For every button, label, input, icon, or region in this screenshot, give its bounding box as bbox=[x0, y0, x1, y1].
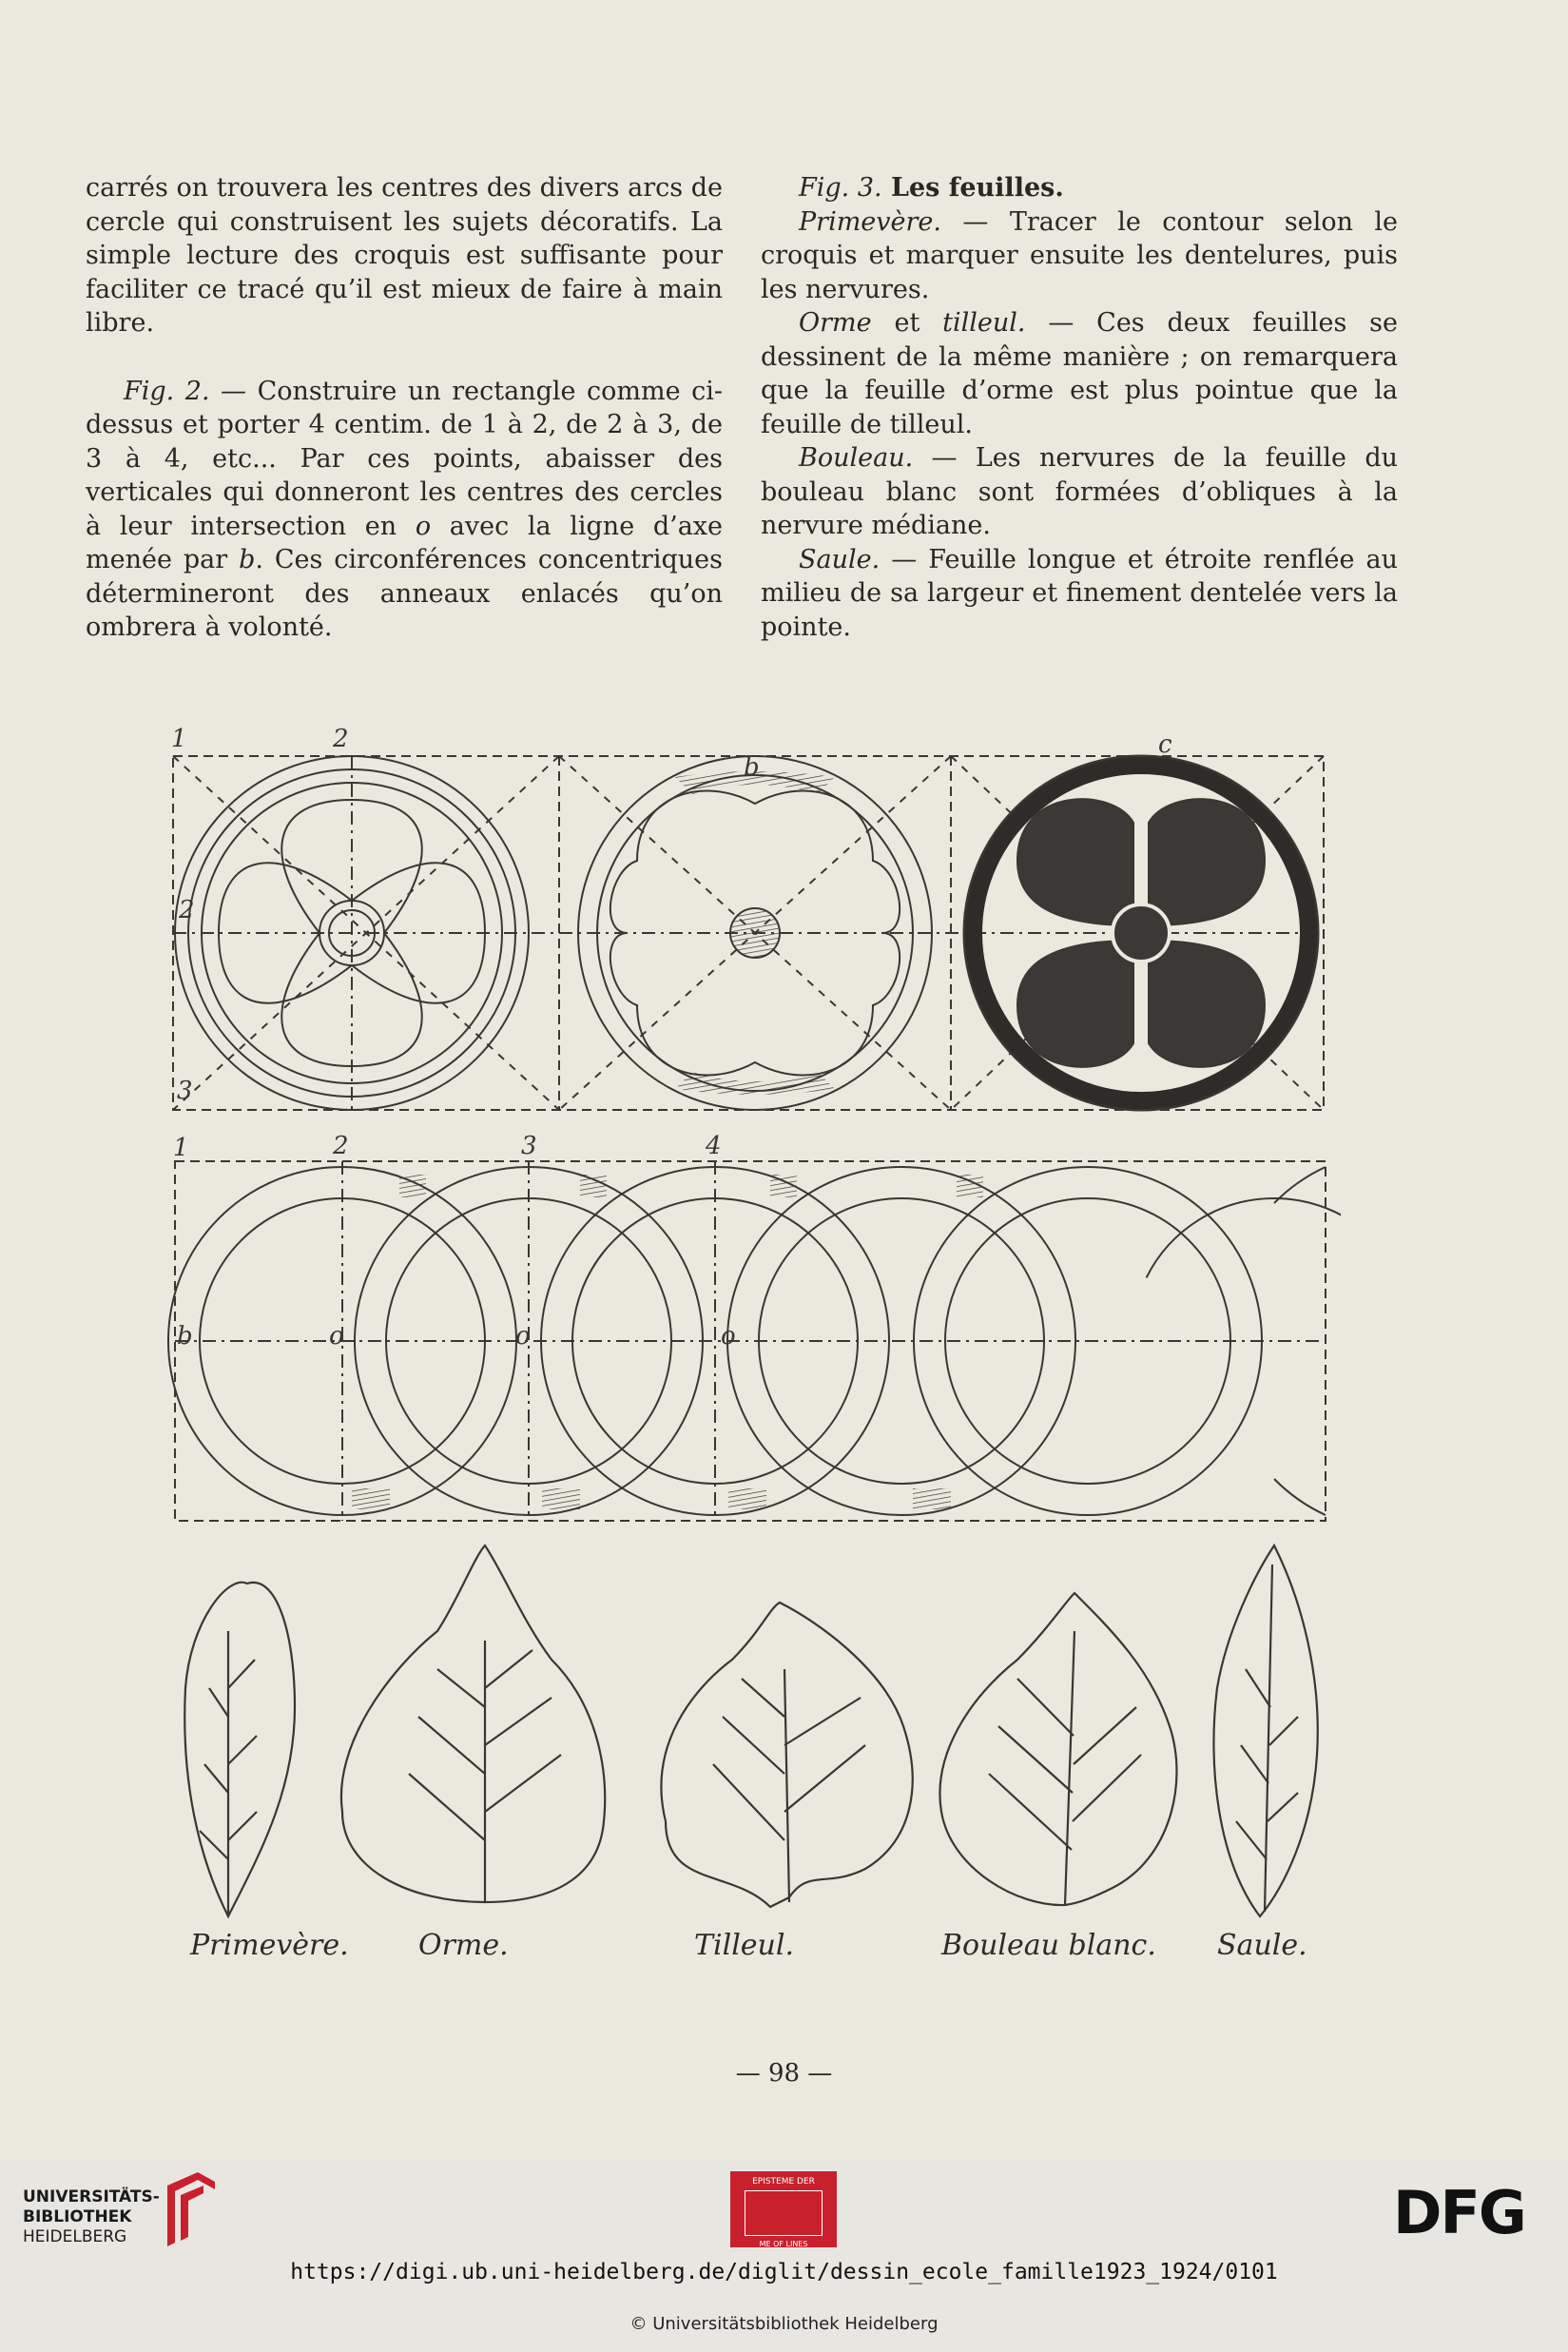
rings-row bbox=[168, 1161, 1341, 1521]
ring-label-3: 3 bbox=[521, 1132, 537, 1160]
right-text-column bbox=[761, 171, 1398, 644]
dfg-logo[interactable]: DFG bbox=[1393, 2178, 1525, 2247]
leaf-bouleau bbox=[939, 1593, 1176, 1905]
ring-label-o2: o bbox=[515, 1322, 531, 1351]
ring-label-o1: o bbox=[329, 1322, 344, 1351]
drawing-figure bbox=[162, 718, 1341, 1973]
caption-saule: Saule. bbox=[1217, 1929, 1307, 1962]
episteme-emblem-icon bbox=[745, 2190, 823, 2236]
paragraph-intro: carrés on trouvera les centres des divers arcs de cercle qui construisent les sujets décoratifs. La simple lecture des croquis est suffisante pour faciliter ce tracé qu’il est mieux de faire à main libre. bbox=[86, 173, 723, 338]
leaves-row bbox=[184, 1545, 1318, 1916]
ring-label-4: 4 bbox=[706, 1132, 722, 1160]
label-1: 1 bbox=[171, 725, 187, 753]
ring-labels bbox=[173, 1132, 736, 1351]
leaf-primevere bbox=[184, 1583, 295, 1916]
rosette-row bbox=[173, 756, 1324, 1110]
paragraph-orme: Orme et tilleul. — Ces deux feuilles se dessinent de la même manière ; on remarquera que la feuille d’orme est plus pointue que la feuille de tilleul. bbox=[761, 308, 1398, 439]
caption-tilleul: Tilleul. bbox=[694, 1929, 794, 1962]
copyright-notice: © Universitätsbibliothek Heidelberg bbox=[629, 2314, 939, 2334]
ring-label-b: b bbox=[177, 1322, 193, 1351]
caption-orme: Orme. bbox=[418, 1929, 509, 1962]
label-3: 3 bbox=[177, 1077, 193, 1105]
ring-label-1: 1 bbox=[173, 1134, 189, 1162]
rosette-dark bbox=[964, 756, 1318, 1110]
paragraph-primevere: Primevère. — Tracer le contour selon le croquis et marquer ensuite les dentelures, puis les nervures. bbox=[761, 206, 1398, 304]
label-2: 2 bbox=[333, 725, 349, 753]
library-logo-icon bbox=[160, 2168, 219, 2250]
leaf-orme bbox=[341, 1545, 605, 1902]
caption-primevere: Primevère. bbox=[190, 1929, 349, 1962]
paragraph-fig2: Fig. 2. — Construire un rectangle comme ci-dessus et porter 4 centim. de 1 à 2, de 2 à 3, de 3 à 4, etc... Par ces points, abaisser des verticales qui donneront les centres des cercles à leur intersection en o avec la ligne d’axe menée par b. Ces circonférences concentriques détermineront des anneaux enlacés qu’on ombrera à volonté. bbox=[86, 376, 723, 642]
paragraph-saule: Saule. — Feuille longue et étroite renflée au milieu de sa largeur et finement dentelée vers la pointe. bbox=[761, 544, 1398, 642]
ring-label-o3: o bbox=[721, 1322, 736, 1351]
caption-bouleau: Bouleau blanc. bbox=[941, 1929, 1156, 1962]
paragraph-bouleau: Bouleau. — Les nervures de la feuille du bouleau blanc sont formées d’obliques à la nervure médiane. bbox=[761, 443, 1398, 540]
label-c: c bbox=[1158, 730, 1172, 759]
label-2b: 2 bbox=[179, 896, 195, 924]
page-number: — 98 — bbox=[735, 2059, 833, 2088]
ring-label-2: 2 bbox=[333, 1132, 349, 1160]
label-b: b bbox=[744, 753, 760, 782]
episteme-logo[interactable]: EPISTEME DER ME OF LINES bbox=[730, 2171, 837, 2247]
rosette-quatrefoil bbox=[578, 756, 932, 1110]
leaf-captions bbox=[189, 1929, 1307, 1962]
fig3-heading: Fig. 3. Les feuilles. bbox=[799, 173, 1064, 203]
permalink-url[interactable]: https://digi.ub.uni-heidelberg.de/diglit/dessin_ecole_famille1923_1924/0101 bbox=[290, 2260, 1278, 2284]
left-text-column bbox=[86, 171, 723, 645]
library-logo-text[interactable]: UNIVERSITÄTS- BIBLIOTHEK HEIDELBERG bbox=[23, 2187, 160, 2246]
